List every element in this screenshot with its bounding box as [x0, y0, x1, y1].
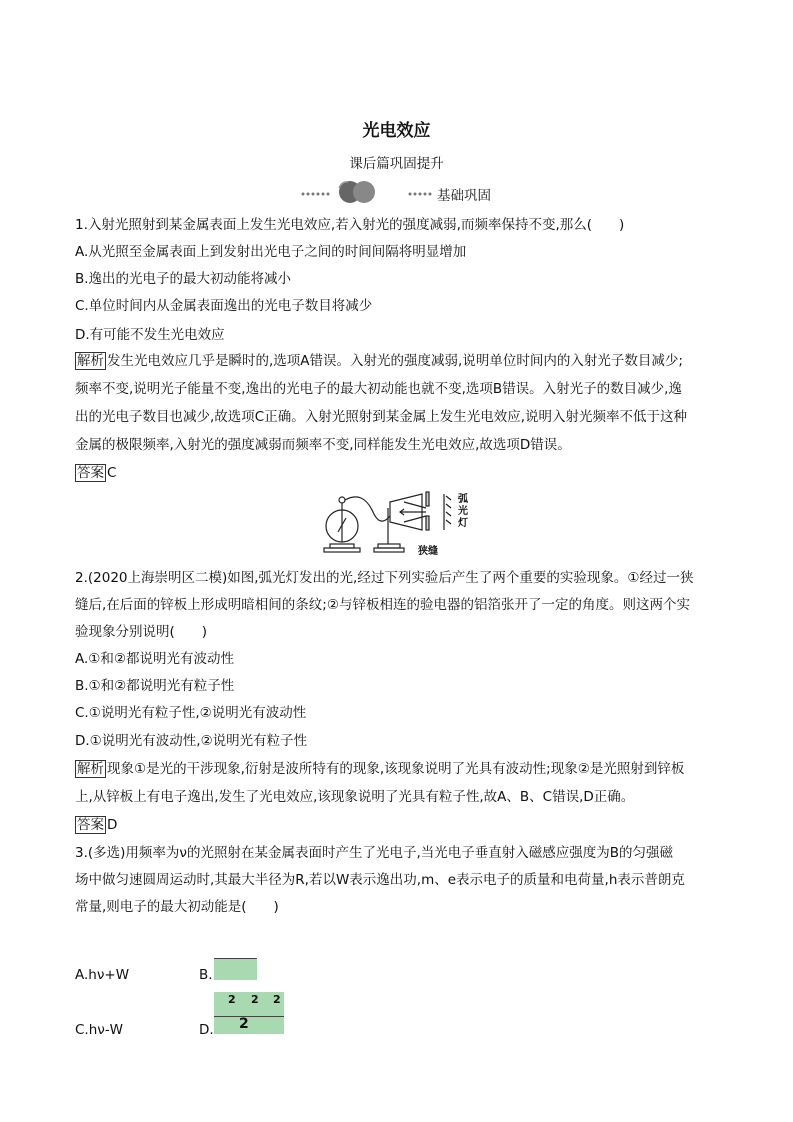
q1-stem: 1.入射光照射到某金属表面上发生光电效应,若入射光的强度减弱,而频率保持不变,那么( ): [75, 217, 625, 233]
section-label: 基础巩固: [437, 188, 491, 204]
d-exponent-3: 2: [273, 993, 281, 1006]
q2-option-a: A.①和②都说明光有波动性: [75, 651, 234, 667]
q1-analysis-line-2: 频率不变,说明光子能量不变,逸出的光电子的最大初动能也就不变,选项B错误。入射光子的数目减少,逸: [75, 381, 682, 397]
lamp-label: 弧光灯: [458, 494, 468, 529]
q2-stem-line-2: 缝后,在后面的锌板上形成明暗相间的条纹;②与锌板相连的验电器的铝箔张开了一定的角度。则这两个实: [75, 597, 690, 613]
q3-option-d-formula: [214, 992, 284, 1034]
page-subtitle: 课后篇巩固提升: [349, 156, 444, 172]
q3-option-a: A.hν+W: [75, 967, 130, 983]
q3-option-d-label: D.: [199, 1022, 214, 1038]
answer-tag: 答案: [77, 817, 104, 833]
analysis-tag: 解析: [77, 353, 104, 369]
analysis-tag: 解析: [77, 761, 104, 777]
q2-analysis-line-1: 解析 现象①是光的干涉现象,衍射是波所特有的现象,该现象说明了光具有波动性;现象②是光照射到锌板: [77, 761, 685, 777]
experiment-diagram-icon: [318, 488, 478, 560]
q1-analysis-line-3: 出的光电子数目也减少,故选项C正确。入射光照射到某金属上发生光电效应,说明入射光频率不低于这种: [75, 409, 688, 425]
q3-stem-line-1: 3.(多选)用频率为ν的光照射在某金属表面时产生了光电子,当光电子垂直射入磁感应强度为B的匀强磁: [75, 845, 674, 861]
q2-option-d: D.①说明光有波动性,②说明光有粒子性: [75, 733, 308, 749]
q3-option-b-label: B.: [199, 967, 213, 983]
q2-analysis-line-2: 上,从锌板上有电子逸出,发生了光电效应,该现象说明了光具有粒子性,故A、B、C错误,D正确。: [75, 789, 635, 805]
slit-label: 狭缝: [418, 546, 438, 557]
experiment-figure: [318, 488, 478, 560]
q2-stem-line-1: 2.(2020上海崇明区二模)如图,弧光灯发出的光,经过下列实验后产生了两个重要的实验现象。①经过一狭: [75, 570, 694, 586]
q2-stem-line-3: 验现象分别说明( ): [75, 624, 208, 640]
page-title: 光电效应: [362, 121, 431, 141]
section-banner: [300, 180, 530, 210]
q3-stem-line-3: 常量,则电子的最大初动能是( ): [75, 899, 279, 915]
q1-option-b: B.逸出的光电子的最大初动能将减小: [75, 271, 292, 287]
q2-option-b: B.①和②都说明光有粒子性: [75, 678, 235, 694]
d-exponent-1: 2: [228, 993, 236, 1006]
q2-answer: 答案 D: [77, 817, 118, 833]
q1-option-c: C.单位时间内从金属表面逸出的光电子数目将减少: [75, 298, 373, 314]
q1-answer: 答案 C: [77, 465, 117, 481]
banner-decoration-icon: [300, 180, 530, 210]
q1-option-d: D.有可能不发生光电效应: [75, 327, 225, 343]
q3-stem-line-2: 场中做匀速圆周运动时,其最大半径为R,若以W表示逸出功,m、e表示电子的质量和电荷量,h表示普朗克: [75, 872, 685, 888]
answer-tag: 答案: [77, 465, 104, 481]
q1-analysis-line-4: 金属的极限频率,入射光的强度减弱而频率不变,同样能发生光电效应,故选项D错误。: [75, 437, 571, 453]
q3-option-c: C.hν-W: [75, 1022, 124, 1038]
d-exponent-2: 2: [251, 993, 259, 1006]
q1-analysis-line-1: 解析 发生光电效应几乎是瞬时的,选项A错误。入射光的强度减弱,说明单位时间内的入射光子数目减少;: [77, 353, 683, 369]
q2-option-c: C.①说明光有粒子性,②说明光有波动性: [75, 705, 307, 721]
q3-option-b-formula: [214, 953, 257, 980]
q1-option-a: A.从光照至金属表面上到发射出光电子之间的时间间隔将明显增加: [75, 244, 467, 260]
d-denominator: 2: [239, 1016, 249, 1032]
